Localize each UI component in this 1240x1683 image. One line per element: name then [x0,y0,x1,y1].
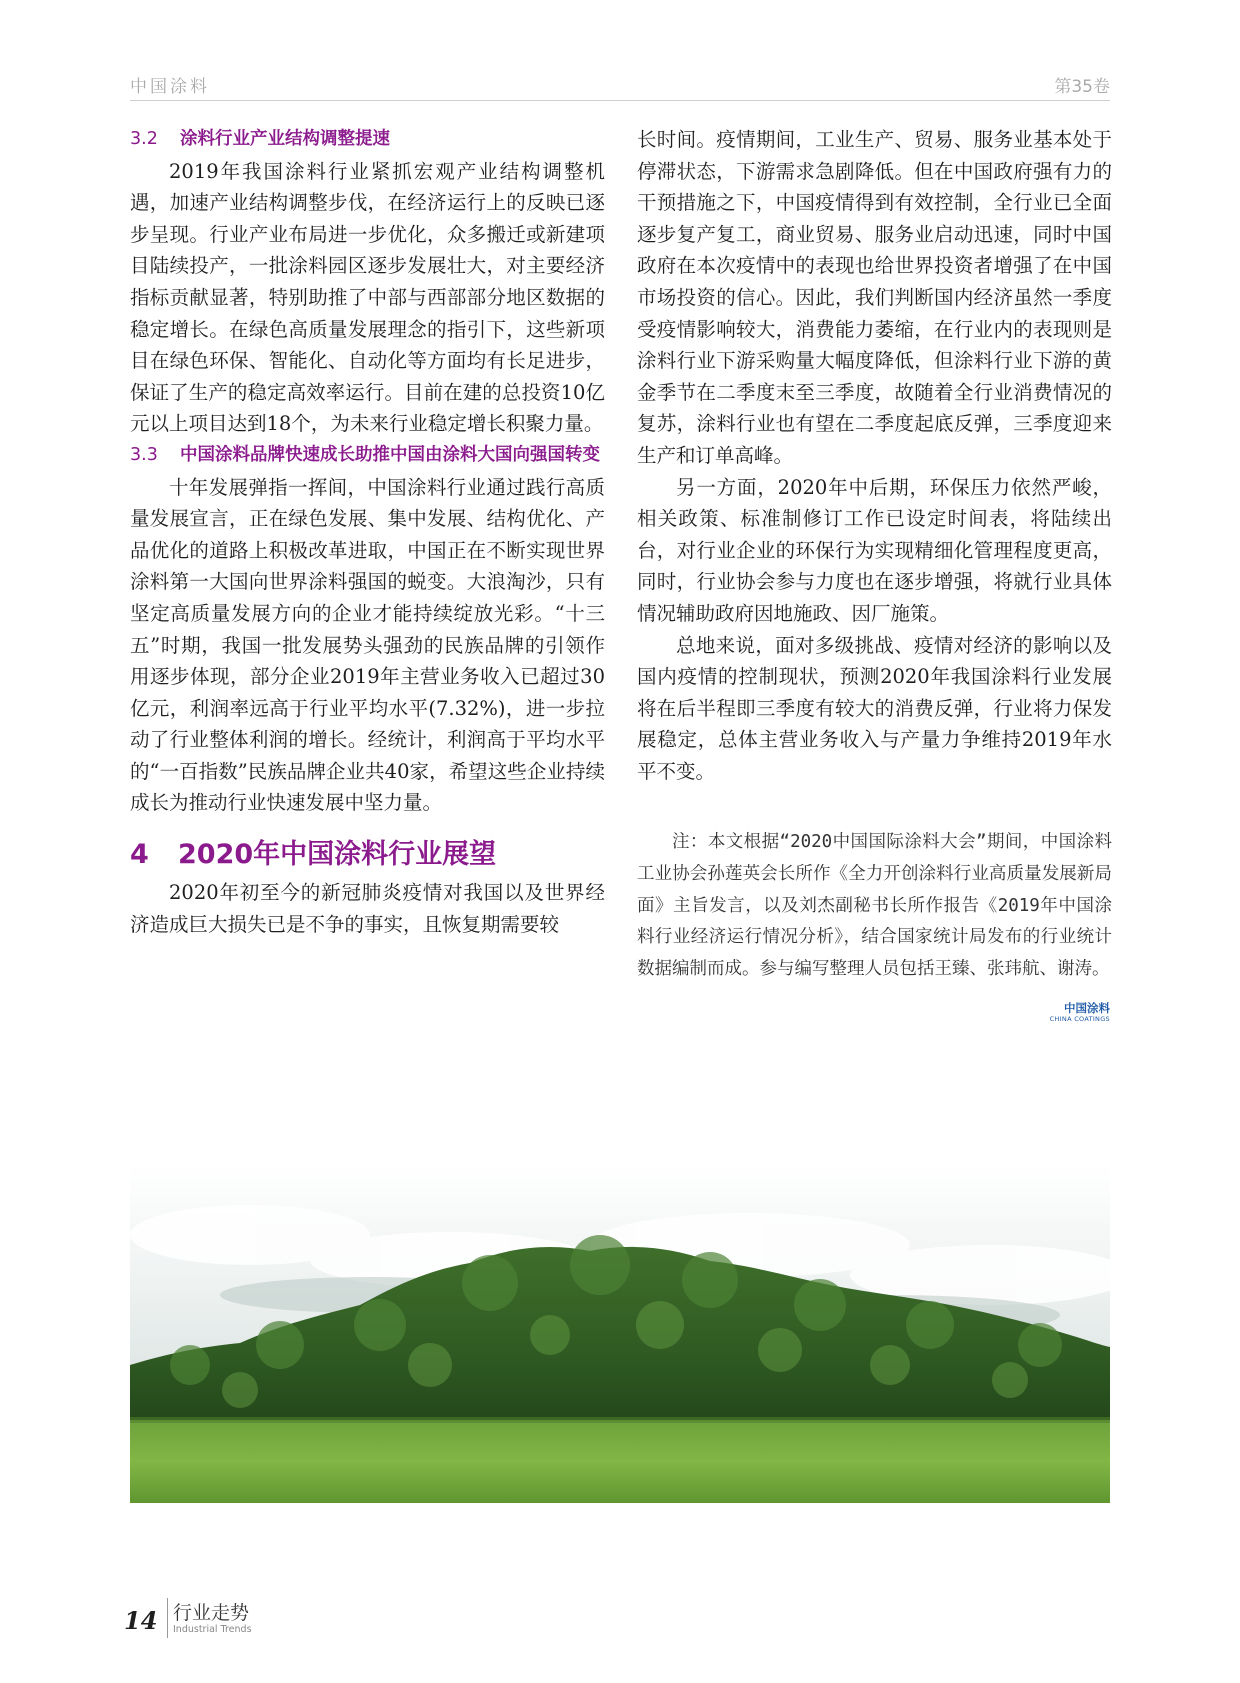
forest-hill-meadow-image [130,1165,1110,1503]
china-coatings-logo [1050,1002,1110,1023]
paragraph-3: 总地来说，面对多级挑战、疫情对经济的影响以及国内疫情的控制现状，预测2020年我国涂料行业发展将在后半程即三季度有较大的消费反弹，行业将力保发展稳定，总体主营业务收入与产量力争维持2019年水平不变。 [637,633,1112,783]
landscape-photo [130,1165,1110,1503]
section-number: 3.2 [130,129,158,149]
footer-section-cn: 行业走势 [173,1602,250,1624]
logo-text-en: CHINA COATINGS [1049,1015,1110,1023]
section-title: 中国涂料品牌快速成长助推中国由涂料大国向强国转变 [180,444,600,465]
section-number: 4 [130,839,149,871]
left-column [130,124,605,940]
section-4-paragraph: 2020年初至今的新冠肺炎疫情对我国以及世界经济造成巨大损失已是不争的事实，且恢复期需要较 [130,881,605,936]
section-4-heading [130,833,605,877]
footer-section-en: Industrial Trends [173,1624,252,1635]
continued-paragraph: 长时间。疫情期间，工业生产、贸易、服务业基本处于停滞状态，下游需求急剧降低。但在中国政府强有力的干预措施之下，中国疫情得到有效控制，全行业已全面逐步复产复工，商业贸易、服务业启动迅速，同时中国政府在本次疫情中的表现也给世界投资者增强了在中国市场投资的信心。因此，我们判断国内经济虽然一季度受疫情影响较大，消费能力萎缩，在行业内的表现则是涂料行业下游采购量大幅度降低，但涂料行业下游的黄金季节在二季度末至三季度，故随着全行业消费情况的复苏，涂料行业也有望在二季度起底反弹，三季度迎来生产和订单高峰。 [637,128,1112,467]
running-header [130,70,1110,101]
journal-name: 中国涂料 [130,77,210,97]
right-column [637,124,1112,1003]
section-3-2-heading [130,124,605,156]
section-3-2-paragraph: 2019年我国涂料行业紧抓宏观产业结构调整机遇，加速产业结构调整步伐，在经济运行上的反映已逐步呈现。行业产业布局进一步优化，众多搬迁或新建项目陆续投产，一批涂料园区逐步发展壮大，对主要经济指标贡献显著，特别助推了中部与西部部分地区数据的稳定增长。在绿色高质量发展理念的指引下，这些新项目在绿色环保、智能化、自动化等方面均有长足进步，保证了生产的稳定高效率运行。目前在建的总投资10亿元以上项目达到18个，为未来行业稳定增长积聚力量。 [130,159,605,436]
footer-divider [167,1598,168,1638]
page-number: 14 [124,1606,158,1635]
section-title: 涂料行业产业结构调整提速 [180,129,390,149]
section-title: 2020年中国涂料行业展望 [178,839,497,871]
paragraph-2: 另一方面，2020年中后期，环保压力依然严峻，相关政策、标准制修订工作已设定时间表，将陆续出台，对行业企业的环保行为实现精细化管理程度更高，同时，行业协会参与力度也在逐步增强，将就行业具体情况辅助政府因地施政、因厂施策。 [637,475,1112,625]
section-3-3-paragraph: 十年发展弹指一挥间，中国涂料行业通过践行高质量发展宣言，正在绿色发展、集中发展、结构优化、产品优化的道路上积极改革进取，中国正在不断实现世界涂料第一大国向世界涂料强国的蜕变。大浪淘沙，只有坚定高质量发展方向的企业才能持续绽放光彩。“十三五”时期，我国一批发展势头强劲的民族品牌的引领作用逐步体现，部分企业2019年主营业务收入已超过30亿元，利润率远高于行业平均水平(7.32%)，进一步拉动了行业整体利润的增长。经统计，利润高于平均水平的“一百指数”民族品牌企业共40家，希望这些企业持续成长为推动行业快速发展中坚力量。 [130,475,605,815]
volume-label: 第35卷 [1054,77,1110,97]
section-3-3-heading [130,440,605,472]
logo-text-cn: 中国涂料 [1064,1001,1110,1015]
section-number: 3.3 [130,444,158,465]
author-note: 注：本文根据“2020中国国际涂料大会”期间，中国涂料工业协会孙莲英会长所作《全力开创涂料行业高质量发展新局面》主旨发言，以及刘杰副秘书长所作报告《2019年中国涂料行业经济运行情况分析》，结合国家统计局发布的行业统计数据编制而成。参与编写整理人员包括王臻、张玮航、谢涛。 [637,832,1112,979]
